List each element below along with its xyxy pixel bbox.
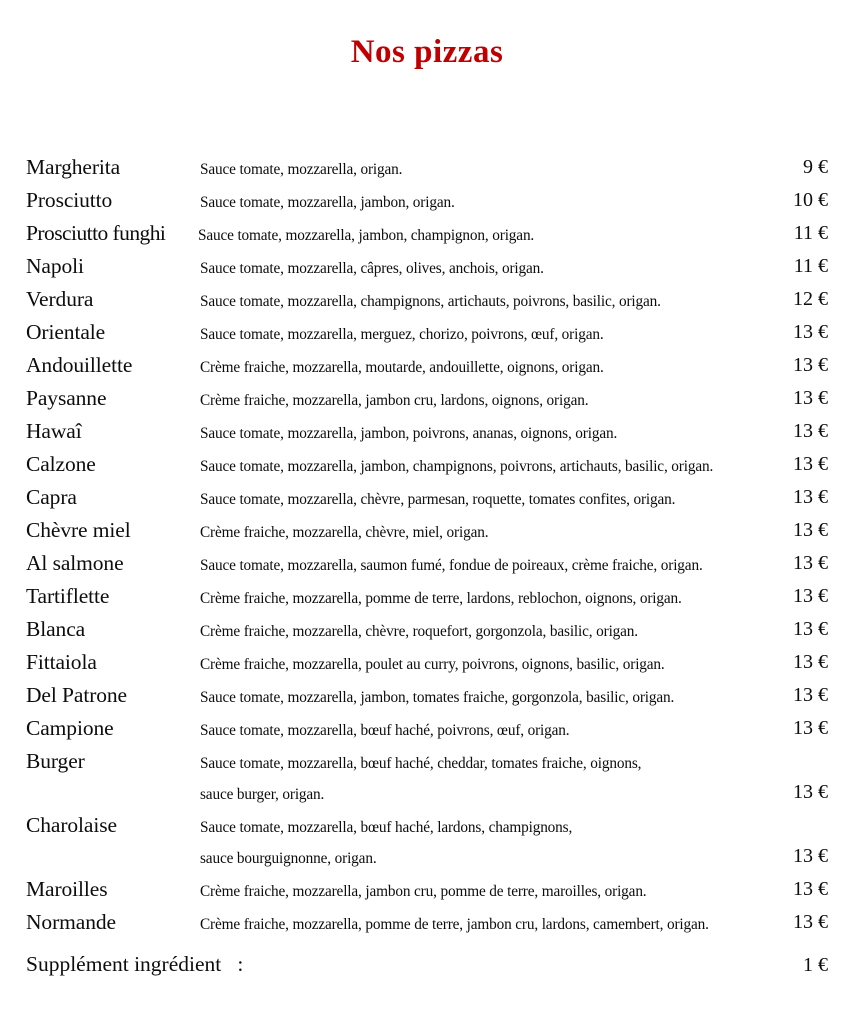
pizza-name: Prosciutto funghi [26,221,166,245]
menu-item-row [26,449,828,482]
menu-item-row [26,416,828,449]
pizza-price: 12 € [793,288,828,310]
supplement-label: Supplément ingrédient : [26,952,244,976]
pizza-price: 13 € [793,519,828,541]
menu-item-row [26,581,828,614]
menu-item-row [26,548,828,581]
pizza-name: Fittaiola [26,650,97,674]
pizza-description-cell [200,383,762,416]
pizza-description: Sauce tomate, mozzarella, jambon, tomates fraiche, gorgonzola, basilic, origan. [200,689,675,706]
pizza-price: 13 € [793,387,828,409]
pizza-description-cell [200,515,762,548]
menu-item-row [26,317,828,350]
pizza-name: Blanca [26,617,86,641]
pizza-description: Sauce tomate, mozzarella, saumon fumé, fondue de poireaux, crème fraiche, origan. [200,557,703,574]
pizza-description: Crème fraiche, mozzarella, pomme de terre, jambon cru, lardons, camembert, origan. [200,916,709,933]
pizza-name: Burger [26,749,85,773]
pizza-description: Sauce tomate, mozzarella, chèvre, parmesan, roquette, tomates confites, origan. [200,491,676,508]
pizza-name: Napoli [26,254,84,278]
pizza-name: Capra [26,485,77,509]
pizza-description-cell [198,218,762,251]
pizza-description: Crème fraiche, mozzarella, chèvre, miel, origan. [200,524,489,541]
pizza-description-cell [200,350,762,383]
pizza-description: Crème fraiche, mozzarella, jambon cru, lardons, oignons, origan. [200,392,589,409]
pizza-description-cell [200,185,762,218]
pizza-price: 13 € [793,420,828,442]
pizza-price: 13 € [793,684,828,706]
pizza-name: Campione [26,716,114,740]
pizza-description: Sauce tomate, mozzarella, bœuf haché, lardons, champignons, [200,819,573,836]
pizza-name: Orientale [26,320,106,344]
pizza-description-cell [200,548,762,581]
pizza-name: Normande [26,910,116,934]
pizza-description: Sauce tomate, mozzarella, jambon, poivrons, ananas, oignons, origan. [200,425,618,442]
pizza-name: Charolaise [26,813,117,837]
pizza-price: 11 € [793,255,828,277]
menu-item-row [26,810,828,874]
pizza-price: 13 € [793,552,828,574]
pizza-description: Sauce tomate, mozzarella, origan. [200,161,403,178]
menu-item-row [26,713,828,746]
pizza-price: 11 € [793,222,828,244]
pizza-description-cell [200,317,762,350]
menu-item-row [26,383,828,416]
pizza-description-cell [200,449,762,482]
pizza-price: 13 € [793,781,828,803]
pizza-description-cell [200,907,762,940]
pizza-name: Hawaî [26,419,82,443]
pizza-price: 13 € [793,585,828,607]
pizza-price: 13 € [793,354,828,376]
pizza-description-cell [200,614,762,647]
pizza-price: 13 € [793,486,828,508]
pizza-description: Sauce tomate, mozzarella, merguez, chorizo, poivrons, œuf, origan. [200,326,604,343]
pizza-name: Prosciutto [26,188,113,212]
pizza-name: Al salmone [26,551,124,575]
menu-item-row [26,251,828,284]
pizza-price: 9 € [803,156,828,178]
supplement-row [0,952,854,977]
pizza-description: Sauce tomate, mozzarella, champignons, artichauts, poivrons, basilic, origan. [200,293,661,310]
pizza-description: Crème fraiche, mozzarella, jambon cru, pomme de terre, maroilles, origan. [200,883,647,900]
pizza-description: Sauce tomate, mozzarella, jambon, champignon, origan. [198,227,535,244]
pizza-description: Sauce tomate, mozzarella, jambon, origan. [200,194,455,211]
pizza-description: Sauce tomate, mozzarella, câpres, olives, anchois, origan. [200,260,544,277]
pizza-name: Del Patrone [26,683,127,707]
pizza-description-cell [200,152,762,185]
pizza-name: Verdura [26,287,94,311]
pizza-list [0,152,854,940]
menu-item-row [26,614,828,647]
pizza-description: Crème fraiche, mozzarella, poulet au curry, poivrons, oignons, basilic, origan. [200,656,665,673]
pizza-description: Crème fraiche, mozzarella, pomme de terre, lardons, reblochon, oignons, origan. [200,590,682,607]
pizza-description: Crème fraiche, mozzarella, moutarde, andouillette, oignons, origan. [200,359,604,376]
pizza-description-line2: sauce burger, origan. [200,786,325,803]
pizza-description-cell [200,251,762,284]
page-title: Nos pizzas [350,34,504,70]
pizza-name: Andouillette [26,353,133,377]
pizza-price: 13 € [793,845,828,867]
pizza-price: 13 € [793,321,828,343]
menu-item-row [26,284,828,317]
pizza-description: Crème fraiche, mozzarella, chèvre, roquefort, gorgonzola, basilic, origan. [200,623,638,640]
pizza-name: Chèvre miel [26,518,131,542]
pizza-price: 13 € [793,911,828,933]
menu-item-row [26,647,828,680]
menu-item-row [26,482,828,515]
menu-item-row [26,746,828,810]
pizza-price: 13 € [793,878,828,900]
pizza-name: Tartiflette [26,584,110,608]
pizza-description-cell [200,416,762,449]
pizza-description-cell [200,680,762,713]
pizza-description: Sauce tomate, mozzarella, bœuf haché, cheddar, tomates fraiche, oignons, [200,755,642,772]
pizza-description: Sauce tomate, mozzarella, jambon, champignons, poivrons, artichauts, basilic, origan. [200,458,714,475]
pizza-name: Maroilles [26,877,108,901]
pizza-description: Sauce tomate, mozzarella, bœuf haché, poivrons, œuf, origan. [200,722,570,739]
menu-item-row [26,907,828,940]
pizza-price: 13 € [793,717,828,739]
menu-item-row [26,152,828,185]
pizza-description-cell [200,810,762,874]
pizza-price: 13 € [793,651,828,673]
menu-item-row [26,515,828,548]
pizza-description-cell [200,647,762,680]
pizza-description-line2: sauce bourguignonne, origan. [200,850,377,867]
pizza-description-cell [200,713,762,746]
menu-item-row [26,874,828,907]
menu-item-row [26,218,828,251]
menu-item-row [26,680,828,713]
pizza-description-cell [200,874,762,907]
pizza-price: 13 € [793,618,828,640]
supplement-price: 1 € [803,954,828,976]
pizza-name: Margherita [26,155,121,179]
pizza-description-cell [200,746,762,810]
menu-item-row [26,185,828,218]
pizza-description-cell [200,482,762,515]
pizza-name: Paysanne [26,386,107,410]
menu-item-row [26,350,828,383]
pizza-description-cell [200,284,762,317]
pizza-price: 10 € [793,189,828,211]
pizza-description-cell [200,581,762,614]
pizza-name: Calzone [26,452,96,476]
pizza-price: 13 € [793,453,828,475]
